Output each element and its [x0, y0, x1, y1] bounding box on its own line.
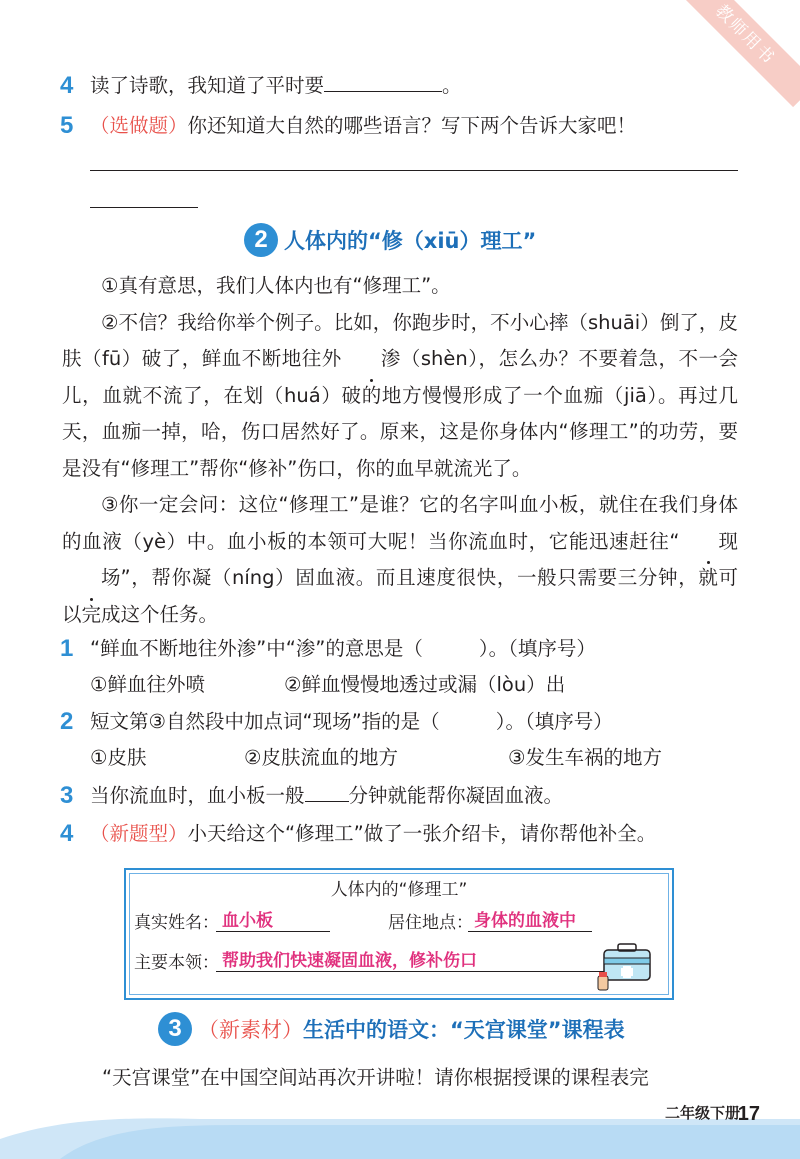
- paragraph-text: ③你一定会问：这位“修理工”是谁？它的名字叫血小板，就住在我们身体的血液（yè）中。血小板的本领可大呢！当你流血时，它能迅速赶往“: [62, 493, 738, 553]
- option: ②皮肤流血的地方: [244, 746, 398, 769]
- question-text: [90, 708, 613, 736]
- paragraph-text: ”，帮你凝（níng）固血液。而且速度很快，一般只需要三分钟，就可以完成这个任务。: [62, 566, 738, 626]
- answer-line[interactable]: [90, 207, 198, 208]
- first-aid-kit-icon: [596, 936, 662, 992]
- passage: [62, 268, 738, 633]
- section-tag: （新素材）: [198, 1018, 303, 1042]
- teacher-book-stamp: 教师用书: [673, 0, 800, 107]
- grade-label: 二年级下册: [664, 1104, 740, 1122]
- question-number: 2: [60, 708, 74, 735]
- question-number: 4: [60, 820, 74, 847]
- section-number-badge: 3: [158, 1012, 192, 1046]
- question-number: 3: [60, 782, 74, 809]
- option: ③发生车祸的地方: [508, 746, 662, 769]
- dotted-character: 渗: [342, 341, 401, 378]
- answer-blank[interactable]: [324, 91, 442, 92]
- intro-card: [124, 868, 674, 1000]
- question-text: [90, 72, 462, 100]
- question-text: [90, 112, 636, 140]
- question-text: [90, 635, 596, 663]
- question-tag: （新题型）: [90, 822, 188, 845]
- dotted-character: 现: [679, 524, 738, 561]
- question-text-after: ）。（填序号）: [478, 637, 596, 660]
- section-intro: “天宫课堂”在中国空间站再次开讲啦！请你根据授课的课程表完: [102, 1066, 649, 1089]
- question-text-before: 短文第③自然段中加点词“现场”指的是（: [90, 710, 440, 733]
- home-label: 居住地点：: [388, 913, 473, 933]
- paragraph-text: （shèn），怎么办？不要着急，不一会儿，血就不流了，在划（huá）破的地方慢慢形成了一个血痂（jiā）。再过几天，血痂一掉，哈，伤口居然好了。原来，这是你身体内“修理工”的功劳，要是没有“修理工”帮你“修补”伤口，你的血早就流光了。: [62, 347, 739, 480]
- paragraph: [62, 487, 738, 633]
- section-title: 人体内的“修（xiū）理工”: [284, 229, 537, 253]
- section-heading: [158, 1012, 625, 1046]
- name-field[interactable]: 血小板: [216, 906, 330, 932]
- option: ①皮肤: [90, 746, 147, 769]
- paragraph: [62, 305, 738, 488]
- question-text-after: 分钟就能帮你凝固血液。: [348, 784, 564, 807]
- section-title: 生活中的语文：“天宫课堂”课程表: [303, 1018, 625, 1042]
- dotted-character: 场: [62, 560, 121, 597]
- answer-line[interactable]: [90, 170, 738, 171]
- question-number: 4: [60, 72, 74, 99]
- paragraph-text: ②不信？我给你举个例子。比如，你跑步时，不小心摔（shuāi）倒了，皮肤（fū）破了，鲜血不断地往外: [62, 310, 738, 370]
- option: ②鲜血慢慢地透过或漏（lòu）出: [284, 673, 566, 696]
- question-text: [90, 820, 656, 848]
- question-tag: （选做题）: [90, 114, 188, 137]
- question-text-before: 读了诗歌，我知道了平时要: [90, 74, 325, 97]
- question-text-after: ）。（填序号）: [495, 710, 613, 733]
- question-text: [90, 782, 563, 810]
- question-body: 小天给这个“修理工”做了一张介绍卡，请你帮他补全。: [187, 822, 657, 845]
- section-number-badge: 2: [244, 223, 278, 257]
- question-body: 你还知道大自然的哪些语言？写下两个告诉大家吧！: [187, 114, 637, 137]
- question-text-after: 。: [442, 74, 462, 97]
- question-text-before: 当你流血时，血小板一般: [90, 784, 305, 807]
- question-number: 5: [60, 112, 74, 139]
- skill-label: 主要本领：: [134, 953, 219, 973]
- question-number: 1: [60, 635, 74, 662]
- option: ①鲜血往外喷: [90, 673, 205, 696]
- intro-card-title: 人体内的“修理工”: [330, 880, 468, 900]
- skill-field[interactable]: 帮助我们快速凝固血液，修补伤口: [216, 946, 608, 972]
- page-number: 17: [737, 1103, 760, 1125]
- answer-blank[interactable]: [305, 801, 349, 802]
- section-heading: [244, 223, 536, 257]
- home-field[interactable]: 身体的血液中: [468, 906, 592, 932]
- paragraph: ①真有意思，我们人体内也有“修理工”。: [101, 274, 451, 297]
- name-label: 真实姓名：: [134, 913, 219, 933]
- question-text-before: “鲜血不断地往外渗”中“渗”的意思是（: [90, 637, 423, 660]
